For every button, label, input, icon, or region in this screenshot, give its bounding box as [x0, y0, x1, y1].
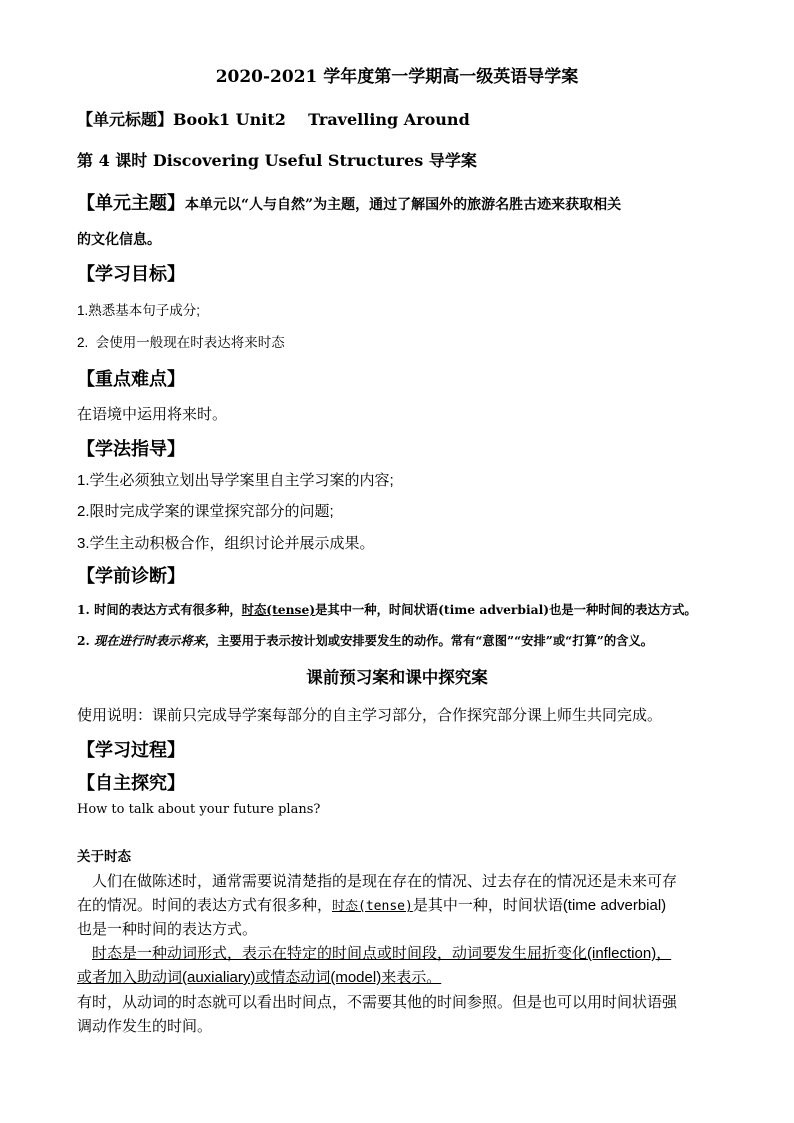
- para-line-4: 时态是一种动词形式，表示在特定的时间点或时间段，动词要发生屈折变化(inflection)，: [92, 945, 672, 962]
- usage-note: 使用说明：课前只完成导学案每部分的自主学习部分，合作探究部分课上师生共同完成。: [77, 707, 663, 724]
- key-points-heading: 【重点难点】: [77, 369, 185, 390]
- para-line-6: 有时，从动词的时态就可以看出时间点，不需要其他的时间参照。但是也可以用时间状语强: [77, 994, 678, 1011]
- diagnosis-item-1-term: 时态(tense): [241, 602, 316, 617]
- diagnosis-item-1-text-c: 是其中一种，时间状语(time adverbial)也是一种时间的表达方式。: [315, 602, 697, 617]
- diagnosis-item-2-number: 2.: [77, 633, 95, 648]
- diagnosis-item-2: [77, 634, 653, 648]
- unit-title-tag: 【单元标题】: [77, 110, 174, 129]
- objective-item-2: 2. 会使用一般现在时表达将来时态: [77, 335, 285, 350]
- theme-text-1: 本单元以“人与自然”为主题，通过了解国外的旅游名胜古迹来获取相关: [185, 197, 622, 213]
- objectives-heading: 【学习目标】: [77, 264, 185, 285]
- para-line-2-a: 在的情况。时间的表达方式有很多种，: [77, 897, 333, 914]
- diagnosis-item-2-term: 现在进行时表示将来: [94, 633, 205, 648]
- para-line-2-term: 时态(tense): [332, 899, 413, 914]
- diagnosis-item-2-text: ，主要用于表示按计划或安排要发生的动作。常有“意图”“安排”或“打算”的含义。: [204, 633, 654, 648]
- section-title-center: 课前预习案和课中探究案: [306, 668, 488, 687]
- para-line-1: 人们在做陈述时，通常需要说清楚指的是现在存在的情况、过去存在的情况还是未来可存: [92, 873, 678, 890]
- question-text: How to talk about your future plans?: [77, 802, 321, 817]
- diagnosis-heading: 【学前诊断】: [77, 566, 185, 587]
- theme-line-1: [77, 194, 621, 215]
- objective-item-1: 1.熟悉基本句子成分;: [77, 303, 201, 318]
- theme-text-2: 的文化信息。: [77, 232, 161, 248]
- theme-tag: 【单元主题】: [77, 193, 185, 214]
- method-item-3: 3.学生主动积极合作，组织讨论并展示成果。: [77, 535, 375, 552]
- diagnosis-item-1: [77, 603, 697, 617]
- unit-title: Book1 Unit2 Travelling Around: [173, 110, 470, 129]
- tense-heading: 关于时态: [77, 849, 131, 865]
- para-line-7: 调动作发生的时间。: [77, 1018, 213, 1035]
- para-line-2: [77, 897, 666, 915]
- para-line-2-c: 是其中一种，时间状语(time adverbial): [412, 897, 667, 914]
- para-line-5: 或者加入助动词(auxialiary)或情态动词(model)来表示。: [77, 969, 442, 986]
- diagnosis-item-1-text-a: 1. 时间的表达方式有很多种，: [77, 602, 242, 617]
- para-line-3: 也是一种时间的表达方式。: [77, 921, 258, 938]
- lesson-title: 第 4 课时 Discovering Useful Structures 导学案: [77, 151, 477, 170]
- process-heading: 【学习过程】: [77, 740, 185, 761]
- self-study-heading: 【自主探究】: [77, 773, 185, 794]
- method-item-1: 1.学生必须独立划出导学案里自主学习案的内容;: [77, 472, 394, 489]
- unit-title-line: [77, 111, 470, 129]
- method-item-2: 2.限时完成学案的课堂探究部分的问题;: [77, 503, 334, 520]
- document-title: 2020-2021 学年度第一学期高一级英语导学案: [215, 67, 579, 87]
- method-heading: 【学法指导】: [77, 439, 185, 460]
- key-points-text: 在语境中运用将来时。: [77, 406, 228, 423]
